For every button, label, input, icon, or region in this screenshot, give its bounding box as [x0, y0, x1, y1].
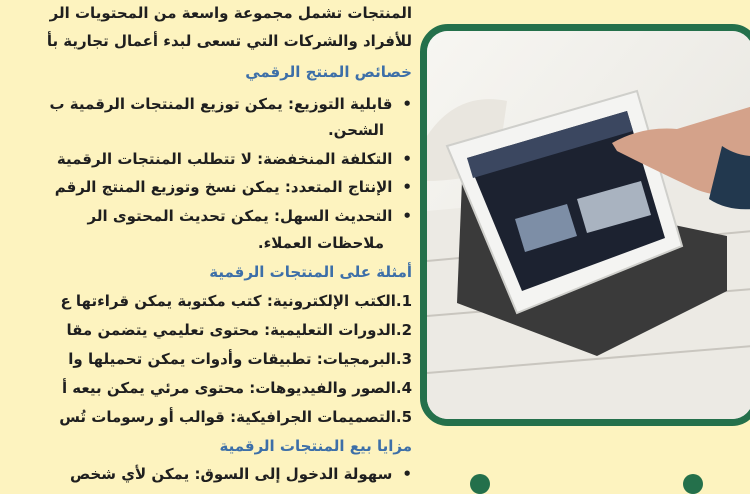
example-2: 2.الدورات التعليمية: محتوى تعليمي يتضمن مقا — [66, 321, 412, 339]
decorative-dot-left — [470, 474, 490, 494]
advantage-1: • سهولة الدخول إلى السوق: يمكن لأي شخص — [70, 465, 412, 483]
intro-line-2: للأفراد والشركات التي تسعى لبدء أعمال تجارية بأ — [46, 32, 412, 50]
feature-3: • الإنتاج المتعدد: يمكن نسخ وتوزيع المنتج الرقم — [55, 178, 412, 196]
tablet-photo-frame — [420, 24, 750, 426]
feature-1-line-1: • قابلية التوزيع: يمكن توزيع المنتجات الرقمية ب — [50, 95, 413, 113]
heading-advantages: مزايا بيع المنتجات الرقمية — [219, 437, 412, 455]
heading-features: خصائص المنتج الرقمي — [245, 63, 412, 81]
heading-examples: أمثلة على المنتجات الرقمية — [209, 263, 412, 281]
example-5: 5.التصميمات الجرافيكية: قوالب أو رسومات تُس — [59, 408, 412, 426]
example-3: 3.البرمجيات: تطبيقات وأدوات يمكن تحميلها وا — [68, 350, 412, 368]
feature-4-line-1: • التحديث السهل: يمكن تحديث المحتوى الر — [88, 207, 412, 225]
decorative-dot-right — [683, 474, 703, 494]
example-1: 1.الكتب الإلكترونية: كتب مكتوبة يمكن قراءتها ع — [60, 292, 412, 310]
feature-4-line-2: ملاحظات العملاء. — [257, 234, 384, 252]
feature-2: • التكلفة المنخفضة: لا تتطلب المنتجات الرقمية — [57, 150, 412, 168]
feature-1-line-2: الشحن. — [327, 121, 384, 139]
hand-touching-tablet-photo — [427, 31, 750, 419]
example-4: 4.الصور والفيديوهات: محتوى مرئي يمكن بيعه أ — [61, 379, 412, 397]
intro-line-1: المنتجات تشمل مجموعة واسعة من المحتويات الر — [49, 4, 412, 22]
